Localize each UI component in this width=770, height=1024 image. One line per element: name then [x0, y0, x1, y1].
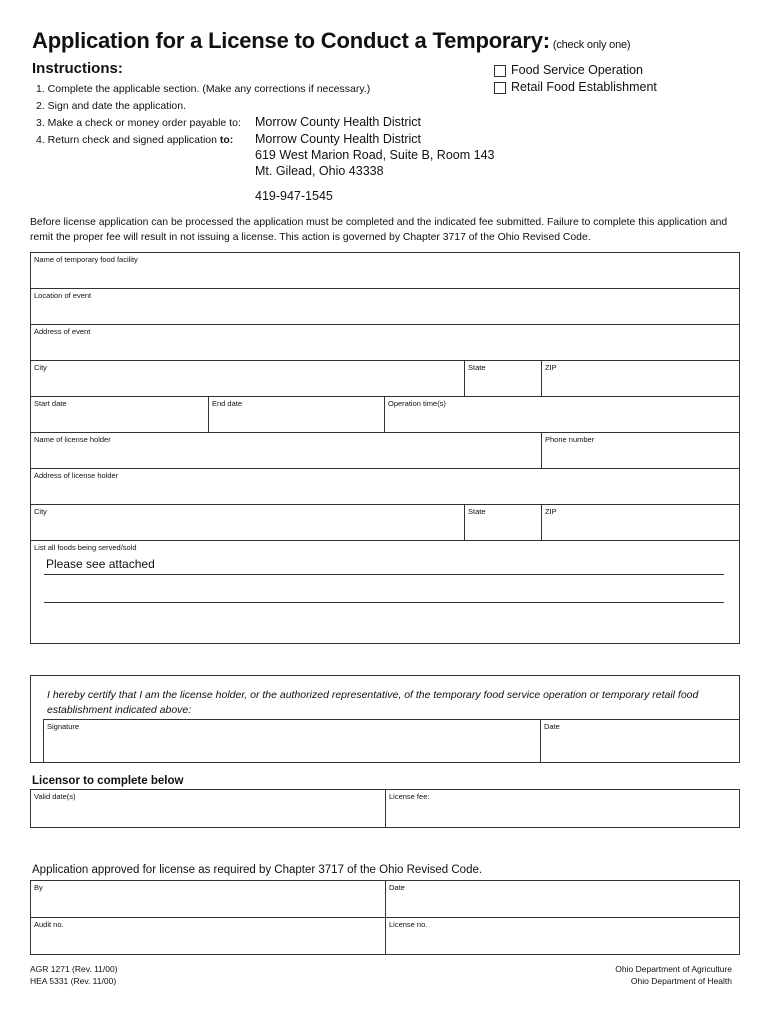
retail-food-checkbox[interactable]	[494, 82, 506, 94]
hea-form-number: HEA 5331 (Rev. 11/00)	[30, 976, 117, 986]
event-city-field[interactable]	[31, 361, 465, 396]
holder-name-row	[31, 433, 739, 469]
signature-label: Signature	[47, 722, 80, 731]
holder-zip-field[interactable]	[542, 505, 739, 540]
dept-health: Ohio Department of Health	[630, 976, 732, 986]
event-city-row	[31, 361, 739, 397]
holder-address-field[interactable]	[31, 469, 739, 504]
holder-address-label: Address of license holder	[34, 471, 119, 480]
facility-name-row	[31, 253, 739, 289]
signature-field[interactable]	[44, 720, 541, 762]
event-location-row	[31, 289, 739, 325]
dates-row	[31, 397, 739, 433]
valid-dates-field[interactable]	[31, 790, 386, 827]
address-line-2: 619 West Marion Road, Suite B, Room 143	[255, 148, 495, 162]
start-date-label: Start date	[34, 399, 67, 408]
instruction-step-4-text: 4. Return check and signed application	[36, 134, 220, 146]
holder-name-field[interactable]	[31, 433, 542, 468]
instruction-step-1: 1. Complete the applicable section. (Make any corrections if necessary.)	[36, 83, 371, 95]
retail-food-label: Retail Food Establishment	[511, 80, 657, 94]
certification-date-field[interactable]	[541, 720, 739, 762]
instruction-step-4-to: to:	[219, 134, 234, 146]
instructions-heading: Instructions:	[32, 60, 123, 77]
holder-state-field[interactable]	[465, 505, 542, 540]
address-line-1: Morrow County Health District	[255, 132, 422, 146]
approval-date-field[interactable]	[386, 881, 739, 917]
approval-text: Application approved for license as required by Chapter 3717 of the Ohio Revised Code.	[32, 864, 483, 876]
approval-row-2	[31, 918, 739, 954]
start-date-field[interactable]	[31, 397, 209, 432]
holder-name-label: Name of license holder	[34, 435, 111, 444]
certification-text: I hereby certify that I am the license holder, or the authorized representative, of the temporary food service operation or temporary retail food establishment indicated above:	[47, 689, 699, 716]
approval-row-1	[31, 881, 739, 918]
license-no-label: License no.	[389, 920, 428, 929]
licensor-box	[30, 789, 740, 828]
license-no-field[interactable]	[386, 918, 739, 954]
operation-times-field[interactable]	[385, 397, 739, 432]
food-service-label: Food Service Operation	[511, 63, 644, 77]
phone-number-field[interactable]	[542, 433, 739, 468]
certification-date-label: Date	[544, 722, 560, 731]
dept-agriculture: Ohio Department of Agriculture	[615, 964, 732, 974]
end-date-label: End date	[212, 399, 243, 408]
holder-city-label: City	[34, 507, 47, 516]
event-state-label: State	[468, 363, 486, 372]
notice-text: Before license application can be processed the application must be completed and the indicated fee submitted. Failure to complete this application and remit the proper fee will result in not issuing a license. This action is governed by Chapter 3717 of the Ohio Revised Code.	[30, 217, 728, 243]
foods-line-1	[44, 574, 724, 575]
agr-form-number: AGR 1271 (Rev. 11/00)	[30, 964, 118, 974]
certification-box	[30, 675, 740, 763]
by-field[interactable]	[31, 881, 386, 917]
foods-value: Please see attached	[46, 557, 155, 571]
facility-name-field[interactable]	[31, 253, 739, 288]
holder-zip-label: ZIP	[545, 507, 557, 516]
operation-times-label: Operation time(s)	[388, 399, 446, 408]
audit-no-label: Audit no.	[34, 920, 64, 929]
end-date-field[interactable]	[209, 397, 385, 432]
approval-date-label: Date	[389, 883, 405, 892]
license-fee-field[interactable]	[386, 790, 739, 827]
foods-line-2	[44, 602, 724, 603]
holder-city-field[interactable]	[31, 505, 465, 540]
event-address-label: Address of event	[34, 327, 91, 336]
signature-row	[43, 719, 739, 762]
foods-field[interactable]	[31, 541, 739, 643]
title-text: Application for a License to Conduct a Temporary:	[32, 28, 550, 53]
form-numbers	[30, 963, 118, 987]
departments	[615, 963, 732, 987]
facility-name-label: Name of temporary food facility	[34, 255, 138, 264]
holder-city-row	[31, 505, 739, 541]
by-label: By	[34, 883, 43, 892]
event-address-field[interactable]	[31, 325, 739, 360]
district-phone: 419-947-1545	[255, 189, 333, 203]
license-fee-label: License fee:	[389, 792, 430, 801]
audit-no-field[interactable]	[31, 918, 386, 954]
holder-address-row	[31, 469, 739, 505]
return-address	[255, 131, 494, 179]
valid-dates-label: Valid date(s)	[34, 792, 76, 801]
event-location-field[interactable]	[31, 289, 739, 324]
phone-number-label: Phone number	[545, 435, 595, 444]
instruction-step-3: 3. Make a check or money order payable to:	[36, 117, 241, 129]
check-only-one-note: (check only one)	[552, 39, 631, 51]
food-service-checkbox[interactable]	[494, 65, 506, 77]
holder-state-label: State	[468, 507, 486, 516]
option-retail-food[interactable]	[494, 79, 657, 96]
instruction-step-2: 2. Sign and date the application.	[36, 100, 187, 112]
event-location-label: Location of event	[34, 291, 92, 300]
event-address-row	[31, 325, 739, 361]
event-zip-label: ZIP	[545, 363, 557, 372]
payable-to: Morrow County Health District	[255, 115, 422, 129]
option-food-service[interactable]	[494, 62, 657, 79]
license-type-options	[494, 62, 657, 96]
approval-box	[30, 880, 740, 955]
form-title	[32, 28, 630, 54]
event-zip-field[interactable]	[542, 361, 739, 396]
foods-label: List all foods being served/sold	[34, 543, 137, 552]
event-state-field[interactable]	[465, 361, 542, 396]
licensor-heading: Licensor to complete below	[32, 775, 184, 787]
address-line-3: Mt. Gilead, Ohio 43338	[255, 164, 384, 178]
application-form	[30, 252, 740, 644]
event-city-label: City	[34, 363, 47, 372]
